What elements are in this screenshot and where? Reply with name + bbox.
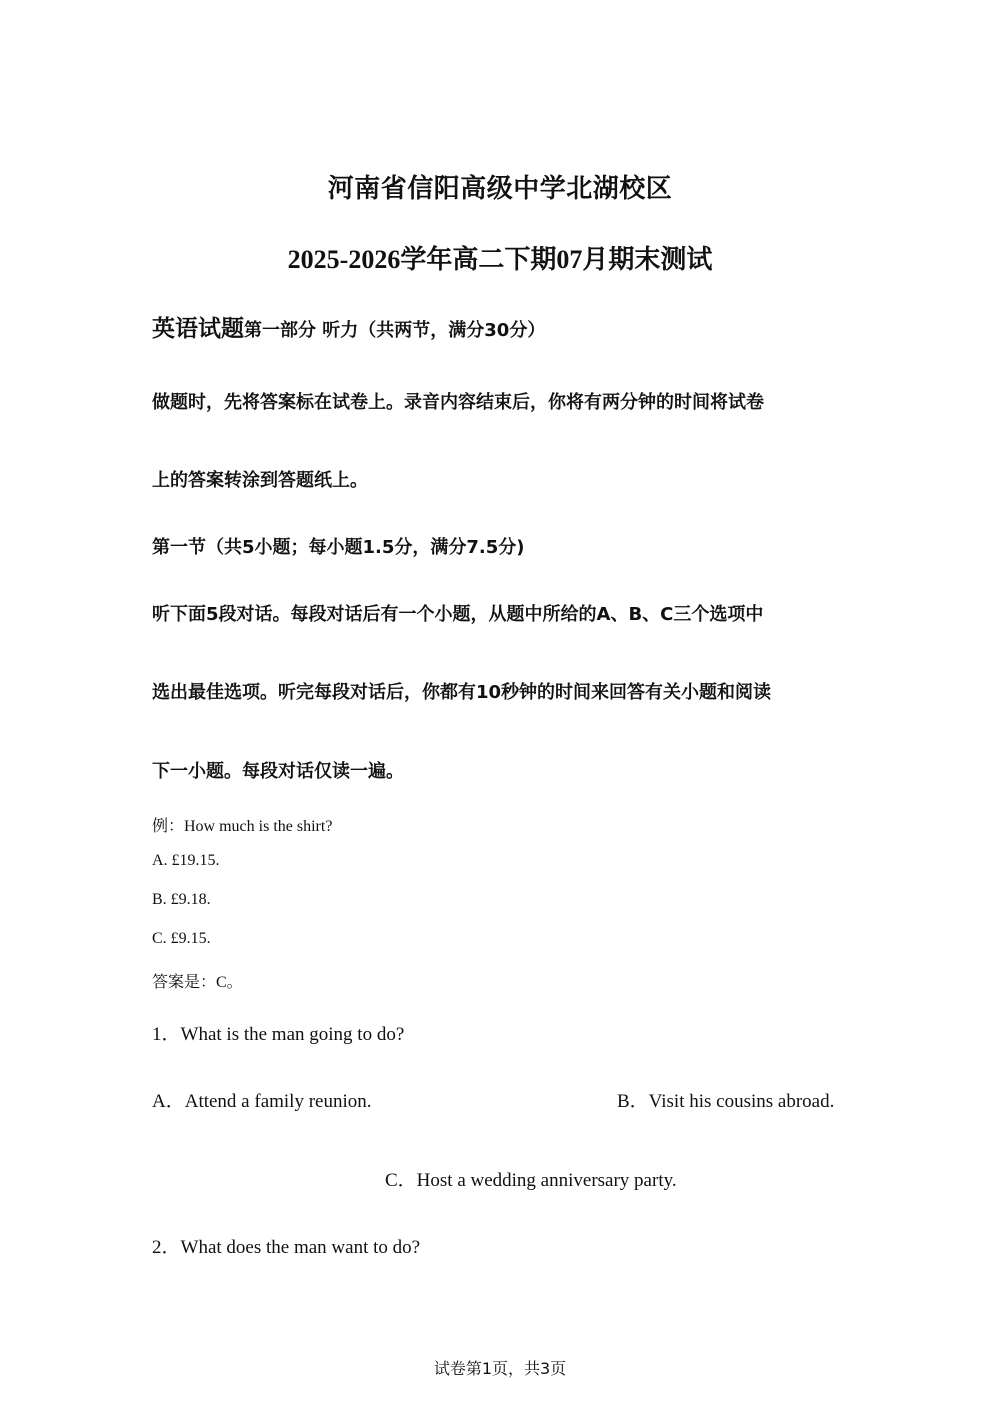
section-instruction-line-1: 听下面5段对话。每段对话后有一个小题，从题中所给的A、B、C三个选项中 (152, 604, 764, 625)
example-question: 例：How much is the shirt? (152, 818, 333, 835)
page-footer: 试卷第1页，共3页 (433, 1359, 567, 1378)
part-heading: 第一部分 听力（共两节，满分30分） (244, 320, 546, 341)
example-option-b: B. £9.18. (152, 891, 211, 908)
instruction-line-2: 上的答案转涂到答题纸上。 (152, 470, 368, 491)
instruction-line-1: 做题时，先将答案标在试卷上。录音内容结束后，你将有两分钟的时间将试卷 (152, 392, 764, 413)
example-answer: 答案是：C。 (152, 974, 243, 991)
question-1-option-a: A．Attend a family reunion. (152, 1091, 372, 1112)
question-1 (152, 1019, 404, 1046)
school-title: 河南省信阳高级中学北湖校区 (327, 174, 673, 204)
example-option-a: A. £19.15. (152, 852, 220, 869)
subject-name: 英语试题 (152, 316, 244, 342)
section-heading: 第一节（共5小题；每小题1.5分，满分7.5分) (152, 537, 525, 558)
question-text: What does the man want to do? (180, 1237, 421, 1258)
question-number: 2． (152, 1237, 181, 1258)
section-instruction-line-2: 选出最佳选项。听完每段对话后，你都有10秒钟的时间来回答有关小题和阅读 (152, 682, 772, 703)
question-number: 1． (152, 1024, 181, 1045)
exam-title: 2025-2026学年高二下期07月期末测试 (287, 245, 713, 274)
question-text: What is the man going to do? (180, 1024, 405, 1045)
section-instruction-line-3: 下一小题。每段对话仅读一遍。 (152, 761, 404, 782)
subject-line (152, 310, 545, 343)
question-1-option-c: C．Host a wedding anniversary party. (385, 1170, 677, 1191)
question-2 (152, 1232, 420, 1259)
question-1-option-b: B．Visit his cousins abroad. (617, 1091, 835, 1112)
example-option-c: C. £9.15. (152, 930, 211, 947)
